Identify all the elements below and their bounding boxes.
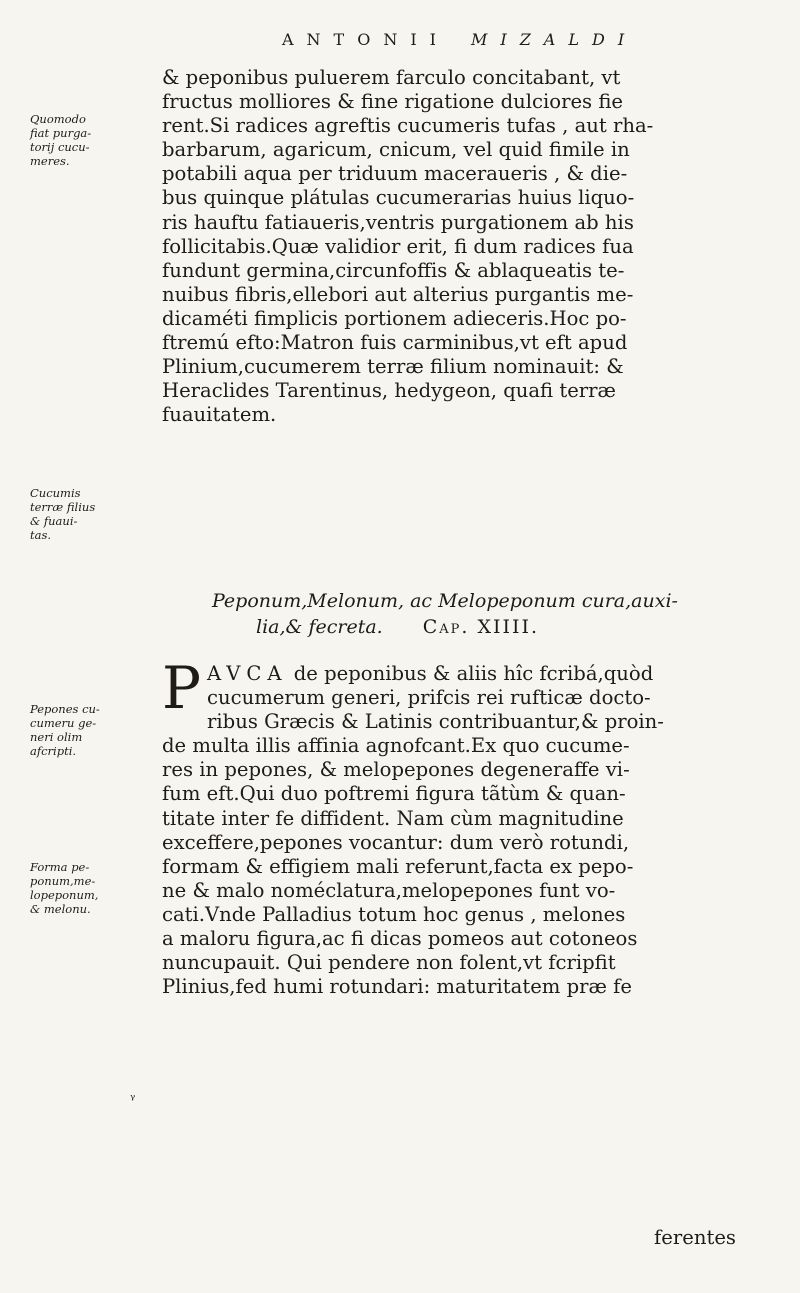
text-line: titate inter fe diffident. Nam cùm magnitudine [162, 806, 624, 830]
text-line: Plinius,fed humi rotundari: maturitatem præ fe [162, 975, 633, 999]
margin-note-line: Forma pe- [30, 860, 90, 874]
margin-note-line: meres. [30, 154, 70, 168]
text-line: res in pepones, & melopepones degeneraffe vi- [162, 758, 630, 782]
text-line: cucumerum generi, prifcis rei rufticæ docto- [207, 686, 651, 710]
text-line: de multa illis affinia agnofcant.Ex quo cucume- [162, 734, 630, 758]
text-line-rest: de peponibus & aliis hîc fcribá,quòd [287, 662, 654, 685]
margin-note-cucumis [30, 486, 140, 542]
text-line: nuibus fibris,ellebori aut alterius purgantis me- [162, 282, 634, 306]
text-line: fuauitatem. [162, 403, 277, 427]
margin-note-line: & melonu. [30, 902, 91, 916]
text-line: exceffere,pepones vocantur: dum verò rotundi, [162, 830, 630, 854]
text-line: ne & malo noméclatura,melopepones funt vo- [162, 878, 616, 902]
margin-note-line: afcripti. [30, 744, 77, 758]
first-word: AVCA [207, 662, 288, 685]
margin-note-line: cumeru ge- [30, 716, 97, 730]
text-line: nuncupauit. Qui pendere non folent,vt fcripfit [162, 951, 616, 975]
text-line [162, 662, 742, 686]
text-line: formam & effigiem mali referunt,facta ex pepo- [162, 854, 634, 878]
text-line: Heraclides Tarentinus, hedygeon, quafi terræ [162, 379, 616, 403]
text-line: fum eft.Qui duo poftremi figura tãtùm & quan- [162, 782, 626, 806]
text-line: Plinium,cucumerem terræ filium nominauit: & [162, 355, 624, 379]
text-line: cati.Vnde Palladius totum hoc genus , melones [162, 902, 626, 926]
text-line: & peponibus puluerem farculo concitabant, vt [162, 66, 621, 89]
margin-mark: ᵧ [130, 1087, 136, 1103]
margin-note-line: tas. [30, 528, 52, 542]
running-head [282, 30, 637, 49]
text-line: potabili aqua per triduum maceraueris , & die- [162, 162, 628, 186]
margin-note-line: fiat purga- [30, 126, 92, 140]
paragraph-1 [162, 66, 742, 427]
margin-note-line: Pepones cu- [30, 702, 100, 716]
paragraph-2 [162, 654, 742, 999]
margin-note-line: & fuaui- [30, 514, 78, 528]
margin-note-pepones [30, 702, 140, 758]
margin-note-line: Quomodo [30, 112, 86, 126]
text-line: ris hauftu fatiaueris,ventris purgationem ab his [162, 210, 634, 234]
text-line: rent.Si radices agreftis cucumeris tufas , aut rha- [162, 114, 654, 138]
text-line: bus quinque plátulas cucumerarias huius liquo- [162, 186, 635, 210]
text-line: barbarum, agaricum, cnicum, vel quid fimile in [162, 138, 630, 162]
text-line: fructus molliores & fine rigatione dulciores fie [162, 90, 623, 114]
margin-note-purgatory [30, 112, 140, 168]
text-line: fundunt germina,circunfoffis & ablaqueatis te- [162, 258, 625, 282]
catchword: ferentes [654, 1226, 736, 1249]
text-line: ribus Græcis & Latinis contribuantur,& proin- [207, 710, 664, 734]
text-line: follicitabis.Quæ validior erit, fi dum radices fua [162, 234, 634, 258]
margin-note-forma [30, 860, 140, 916]
text-line: ftremú efto:Matron fuis carminibus,vt eft apud [162, 331, 628, 355]
running-head-name: MIZALDI [470, 30, 638, 49]
chapter-number: Cap. XIIII. [422, 616, 540, 638]
margin-note-line: terræ filius [30, 500, 96, 514]
margin-note-line: torij cucu- [30, 140, 90, 154]
chapter-title-line-2-text: lia,& fecreta. [256, 616, 383, 638]
chapter-title-line-2 [212, 614, 732, 640]
margin-note-line: ponum,me- [30, 874, 96, 888]
running-head-author: ANTONII [282, 30, 449, 49]
chapter-heading [212, 588, 732, 640]
chapter-title-line-1: Peponum,Melonum, ac Melopeponum cura,auxi- [212, 590, 678, 612]
drop-cap: P [162, 654, 202, 722]
margin-note-line: Cucumis [30, 486, 81, 500]
text-line: a maloru figura,ac fi dicas pomeos aut cotoneos [162, 927, 638, 951]
margin-note-line: neri olim [30, 730, 83, 744]
text-line: dicaméti fimplicis portionem adieceris.Hoc po- [162, 306, 627, 330]
margin-note-line: lopeponum, [30, 888, 99, 902]
